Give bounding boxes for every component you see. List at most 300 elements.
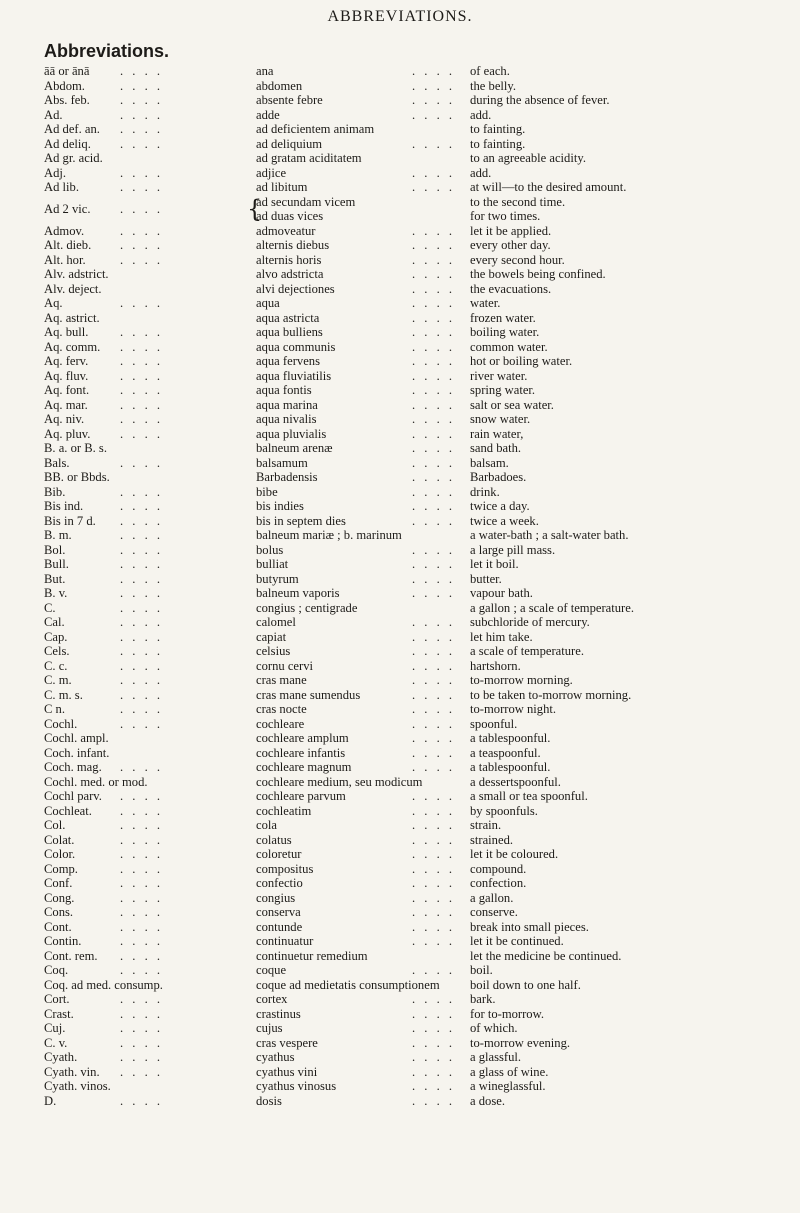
leader-dots: . . . .: [412, 1079, 456, 1093]
entry-latin: ana: [256, 64, 274, 78]
entry-row: [44, 731, 784, 746]
entry-abbreviation: D.: [44, 1093, 57, 1108]
entry-latin: Barbadensis: [256, 470, 318, 484]
entry-meaning: spoonful.: [470, 716, 518, 731]
entry-abbreviation: Cochl.: [44, 716, 78, 731]
entry-latin: capiat: [256, 629, 287, 644]
entry-abbreviation: Cels.: [44, 644, 70, 658]
entry-abbreviation: āā or ānā: [44, 64, 90, 78]
leader-dots: . . . .: [412, 586, 456, 600]
entry-meaning: at will—to the desired amount.: [470, 180, 627, 194]
entry-row: [44, 369, 784, 384]
entry-meaning: every second hour.: [470, 252, 565, 267]
entry-abbreviation: Alv. deject.: [44, 281, 102, 296]
entry-abbreviation: Aq. astrict.: [44, 310, 100, 325]
entry-row: [44, 238, 784, 253]
entry-latin: alternis horis: [256, 252, 322, 267]
entry-latin: aqua communis: [256, 339, 336, 354]
leader-dots: . . . .: [120, 615, 164, 629]
entry-meaning: common water.: [470, 339, 548, 354]
entry-abbreviation: Cont. rem.: [44, 948, 98, 963]
entry-latin: aqua: [256, 296, 280, 310]
entry-row: [44, 122, 784, 137]
entry-row: [44, 354, 784, 369]
leader-dots: . . . .: [412, 455, 456, 470]
entry-meaning: a wineglassful.: [470, 1079, 546, 1093]
leader-dots: . . . .: [120, 513, 164, 528]
leader-dots: . . . .: [412, 687, 456, 702]
leader-dots: . . . .: [412, 426, 456, 441]
entry-row: [44, 441, 784, 456]
entry-latin: aqua bulliens: [256, 325, 323, 339]
entry-row: [44, 949, 784, 964]
entry-meaning: strained.: [470, 832, 514, 847]
entry-row: [44, 557, 784, 572]
entry-meaning: snow water.: [470, 412, 531, 426]
entry-latin: aqua pluvialis: [256, 426, 327, 441]
entry-abbreviation: Cap.: [44, 629, 68, 644]
entry-latin: cyathus vinosus: [256, 1079, 337, 1093]
entry-row: [44, 615, 784, 630]
entry-abbreviation: Comp.: [44, 861, 78, 876]
leader-dots: . . . .: [412, 673, 456, 687]
entry-latin: bibe: [256, 484, 278, 499]
leader-dots: . . . .: [120, 238, 164, 252]
entry-meaning: a gallon.: [470, 890, 514, 905]
leader-dots: . . . .: [120, 847, 164, 861]
leader-dots: . . . .: [120, 1006, 164, 1021]
leader-dots: . . . .: [412, 499, 456, 513]
entry-latin: bulliat: [256, 557, 289, 571]
entry-row: [44, 427, 784, 442]
entry-row: [44, 224, 784, 239]
entry-latin: cras mane sumendus: [256, 687, 361, 702]
entry-row: [44, 963, 784, 978]
entry-row: [44, 325, 784, 340]
leader-dots: . . . .: [120, 803, 164, 818]
entry-meaning: every other day.: [470, 238, 551, 252]
leader-dots: . . . .: [120, 93, 164, 107]
running-head: ABBREVIATIONS.: [327, 8, 473, 25]
entry-row: [44, 1079, 784, 1094]
leader-dots: . . . .: [412, 296, 456, 310]
entry-abbreviation: Coch. infant.: [44, 745, 110, 760]
entry-latin: cochleare parvum: [256, 789, 346, 803]
leader-dots: . . . .: [412, 1021, 456, 1035]
entry-abbreviation: Alv. adstrict.: [44, 267, 109, 281]
leader-dots: . . . .: [412, 1035, 456, 1050]
entry-row: [44, 833, 784, 848]
entry-meaning: confection.: [470, 876, 527, 890]
entry-row: [44, 456, 784, 471]
entry-row: [44, 79, 784, 94]
leader-dots: . . . .: [120, 586, 164, 600]
entry-meaning: a tablespoonful.: [470, 731, 551, 745]
leader-dots: . . . .: [412, 397, 456, 412]
leader-dots: . . . .: [412, 832, 456, 847]
leader-dots: . . . .: [412, 383, 456, 397]
entry-abbreviation: C. m. s.: [44, 687, 83, 702]
entry-latin: cochleare medium, seu modicum: [256, 774, 423, 789]
entry-meaning: let the medicine be continued.: [470, 948, 622, 963]
entry-meaning: hartshorn.: [470, 658, 521, 673]
entry-meaning: to-morrow evening.: [470, 1035, 571, 1050]
leader-dots: . . . .: [120, 948, 164, 963]
leader-dots: . . . .: [412, 818, 456, 832]
entry-meaning: salt or sea water.: [470, 397, 554, 412]
leader-dots: . . . .: [120, 122, 164, 136]
entry-meaning: to-morrow night.: [470, 702, 557, 716]
leader-dots: . . . .: [412, 847, 456, 861]
leader-dots: . . . .: [412, 513, 456, 528]
entry-row: [44, 166, 784, 181]
entry-row: [44, 659, 784, 674]
entry-latin: aqua astricta: [256, 310, 320, 325]
leader-dots: . . . .: [120, 716, 164, 731]
entry-abbreviation: Admov.: [44, 223, 85, 238]
entry-abbreviation: Adj.: [44, 165, 67, 180]
entry-abbreviation: Cyath.: [44, 1050, 78, 1064]
entry-abbreviation: B. v.: [44, 586, 68, 600]
entry-latin: balsamum: [256, 455, 308, 470]
entry-latin: adde: [256, 107, 280, 122]
entry-row: [44, 543, 784, 558]
leader-dots: . . . .: [412, 876, 456, 890]
leader-dots: . . . .: [412, 180, 456, 194]
entry-row: [44, 253, 784, 268]
entry-row: [44, 717, 784, 732]
entry-row: [44, 412, 784, 427]
leader-dots: . . . .: [412, 78, 456, 93]
leader-dots: . . . .: [412, 919, 456, 934]
entry-abbreviation: Cal.: [44, 615, 65, 629]
leader-dots: . . . .: [120, 992, 164, 1006]
leader-dots: . . . .: [120, 1050, 164, 1064]
entry-meaning: for two times.: [470, 209, 541, 223]
entry-latin: coque: [256, 963, 287, 977]
entry-meaning: rain water,: [470, 426, 524, 441]
entry-row: [44, 340, 784, 355]
entry-abbreviation: Ad deliq.: [44, 136, 91, 151]
entry-abbreviation: Colat.: [44, 832, 75, 847]
entry-latin: cortex: [256, 992, 288, 1006]
entry-row: [44, 688, 784, 703]
leader-dots: . . . .: [120, 165, 164, 180]
entry-row: [44, 1036, 784, 1051]
leader-dots: . . . .: [412, 354, 456, 368]
entry-abbreviation: Cochl. med. or mod.: [44, 774, 148, 789]
leader-dots: . . . .: [120, 919, 164, 934]
entry-row: [44, 311, 784, 326]
leader-dots: . . . .: [120, 201, 164, 216]
entry-row: [44, 702, 784, 717]
entry-row: [44, 789, 784, 804]
entry-meaning: to fainting.: [470, 136, 526, 151]
entry-abbreviation: Bol.: [44, 542, 66, 557]
leader-dots: . . . .: [120, 702, 164, 716]
entry-meaning: a tablespoonful.: [470, 760, 551, 774]
leader-dots: . . . .: [412, 267, 456, 281]
entry-meaning: drink.: [470, 484, 500, 499]
entry-row: [44, 398, 784, 413]
entry-meaning: sand bath.: [470, 441, 522, 455]
entry-abbreviation: C. v.: [44, 1035, 68, 1050]
entry-meaning: to an agreeable acidity.: [470, 151, 586, 165]
leader-dots: . . . .: [120, 354, 164, 368]
entry-meaning: let it boil.: [470, 557, 519, 571]
leader-dots: . . . .: [412, 702, 456, 716]
entry-abbreviation: Ad 2 vic.: [44, 201, 91, 216]
entry-abbreviation: Cont.: [44, 919, 72, 934]
entry-latin: balneum vaporis: [256, 586, 340, 600]
entry-latin: cola: [256, 818, 277, 832]
entry-abbreviation: Coq.: [44, 963, 69, 977]
entry-row: [44, 746, 784, 761]
entry-row: [44, 137, 784, 152]
leader-dots: . . . .: [120, 136, 164, 151]
entry-latin: ad libitum: [256, 180, 308, 194]
entry-meaning: bark.: [470, 992, 496, 1006]
leader-dots: . . . .: [412, 64, 456, 78]
leader-dots: . . . .: [412, 368, 456, 383]
leader-dots: . . . .: [120, 296, 164, 310]
entry-abbreviation: C.: [44, 600, 56, 615]
entry-latin: contunde: [256, 919, 303, 934]
entry-row: [44, 992, 784, 1007]
leader-dots: . . . .: [412, 1093, 456, 1108]
entry-latin: cras mane: [256, 673, 307, 687]
entry-meaning: a teaspoonful.: [470, 745, 541, 760]
entry-meaning: of which.: [470, 1021, 518, 1035]
entry-abbreviation: Aq.: [44, 296, 63, 310]
entry-abbreviation: Aq. comm.: [44, 339, 101, 354]
entry-latin: bolus: [256, 542, 284, 557]
leader-dots: . . . .: [412, 1006, 456, 1021]
entry-abbreviation: Cort.: [44, 992, 70, 1006]
entry-abbreviation: B. a. or B. s.: [44, 441, 107, 455]
entry-meaning: during the absence of fever.: [470, 93, 610, 107]
leader-dots: . . . .: [412, 571, 456, 586]
entry-row: [44, 630, 784, 645]
entry-latin: cochleare magnum: [256, 760, 352, 774]
leader-dots: . . . .: [120, 528, 164, 542]
entry-latin: compositus: [256, 861, 314, 876]
leader-dots: . . . .: [120, 629, 164, 644]
leader-dots: . . . .: [412, 238, 456, 252]
entry-latin: aqua marina: [256, 397, 318, 412]
entry-abbreviation: C n.: [44, 702, 65, 716]
entry-abbreviation: Color.: [44, 847, 76, 861]
entry-meaning: boiling water.: [470, 325, 540, 339]
entry-latin: coloretur: [256, 847, 302, 861]
entry-latin: congius ; centigrade: [256, 600, 358, 615]
entry-meaning: to fainting.: [470, 122, 526, 136]
entry-latin: abdomen: [256, 78, 303, 93]
entry-meaning: a gallon ; a scale of temperature.: [470, 600, 634, 615]
leader-dots: . . . .: [120, 397, 164, 412]
entry-meaning: to be taken to-morrow morning.: [470, 687, 632, 702]
entry-latin: cochleare: [256, 716, 305, 731]
entry-latin: aqua fontis: [256, 383, 312, 397]
entry-row: [44, 93, 784, 108]
leader-dots: . . . .: [120, 1035, 164, 1050]
leader-dots: . . . .: [120, 963, 164, 977]
entry-abbreviation: Ad.: [44, 107, 63, 122]
entry-row: [44, 282, 784, 297]
entry-meaning: let him take.: [470, 629, 533, 644]
entry-latin: cras nocte: [256, 702, 307, 716]
leader-dots: . . . .: [120, 412, 164, 426]
entry-meaning: the belly.: [470, 78, 517, 93]
leader-dots: . . . .: [412, 325, 456, 339]
entry-latin: calomel: [256, 615, 296, 629]
entry-abbreviation: Coch. mag.: [44, 760, 102, 774]
leader-dots: . . . .: [120, 673, 164, 687]
leader-dots: . . . .: [412, 412, 456, 426]
leader-dots: . . . .: [120, 571, 164, 586]
leader-dots: . . . .: [412, 803, 456, 818]
entry-row: [44, 978, 784, 993]
leader-dots: . . . .: [412, 615, 456, 629]
entry-meaning: a glassful.: [470, 1050, 522, 1064]
brace-mark: {: [247, 194, 263, 223]
entry-row: [44, 499, 784, 514]
entry-meaning: a scale of temperature.: [470, 644, 584, 658]
entry-row: [44, 934, 784, 949]
entry-row: [44, 775, 784, 790]
entry-row: [44, 383, 784, 398]
entry-row: [44, 818, 784, 833]
entry-abbreviation: Bib.: [44, 484, 66, 499]
leader-dots: . . . .: [412, 542, 456, 557]
leader-dots: . . . .: [412, 484, 456, 499]
entry-latin: conserva: [256, 905, 301, 919]
leader-dots: . . . .: [412, 861, 456, 876]
entry-meaning: let it be continued.: [470, 934, 564, 948]
entry-abbreviation: Aq. bull.: [44, 325, 89, 339]
leader-dots: . . . .: [412, 281, 456, 296]
entry-abbreviation: Contin.: [44, 934, 82, 948]
entry-row: [44, 586, 784, 601]
leader-dots: . . . .: [412, 745, 456, 760]
entry-abbreviation: But.: [44, 571, 66, 586]
entry-meaning: a small or tea spoonful.: [470, 789, 588, 803]
entry-row: [44, 514, 784, 529]
entry-latin: bis indies: [256, 499, 304, 513]
leader-dots: . . . .: [120, 861, 164, 876]
entry-meaning: let it be coloured.: [470, 847, 559, 861]
entry-row: [44, 485, 784, 500]
entry-meaning: break into small pieces.: [470, 919, 589, 934]
entry-abbreviation: Cyath. vinos.: [44, 1079, 111, 1093]
entry-abbreviation: C. c.: [44, 658, 68, 673]
entry-latin: celsius: [256, 644, 291, 658]
entry-abbreviation: Abs. feb.: [44, 93, 90, 107]
entry-latin: balneum arenæ: [256, 441, 333, 455]
entry-meaning: boil down to one half.: [470, 977, 581, 992]
entry-row: [44, 920, 784, 935]
leader-dots: . . . .: [412, 252, 456, 267]
entry-row: [44, 108, 784, 123]
leader-dots: . . . .: [412, 760, 456, 774]
entry-meaning: strain.: [470, 818, 502, 832]
entry-abbreviation: Aq. font.: [44, 383, 90, 397]
entry-meaning: twice a day.: [470, 499, 530, 513]
entry-latin: balneum mariæ ; b. marinum: [256, 528, 402, 542]
entry-latin: butyrum: [256, 571, 299, 586]
leader-dots: . . . .: [412, 658, 456, 673]
entry-row: [44, 296, 784, 311]
entry-abbreviation: Abdom.: [44, 78, 85, 93]
entry-row: [44, 1065, 784, 1080]
entry-latin: aqua nivalis: [256, 412, 317, 426]
leader-dots: . . . .: [120, 542, 164, 557]
entry-latin: cornu cervi: [256, 658, 313, 673]
entry-row: [44, 1007, 784, 1022]
entry-meaning: of each.: [470, 64, 510, 78]
leader-dots: . . . .: [412, 1064, 456, 1079]
leader-dots: . . . .: [412, 470, 456, 484]
leader-dots: . . . .: [412, 890, 456, 905]
entry-abbreviation: Col.: [44, 818, 66, 832]
entry-meaning: to the second time.: [470, 194, 566, 209]
entry-latin: cujus: [256, 1021, 283, 1035]
entry-abbreviation: Cong.: [44, 890, 75, 905]
entry-abbreviation: Ad def. an.: [44, 122, 100, 136]
entry-latin: coque ad medietatis consumptionem: [256, 977, 440, 992]
leader-dots: . . . .: [120, 905, 164, 919]
leader-dots: . . . .: [412, 934, 456, 948]
entry-latin: crastinus: [256, 1006, 301, 1021]
entry-latin: admoveatur: [256, 223, 316, 238]
entry-row: [44, 760, 784, 775]
entry-abbreviation: Bals.: [44, 455, 70, 470]
entry-abbreviation: Crast.: [44, 1006, 74, 1021]
entry-meaning: subchloride of mercury.: [470, 615, 590, 629]
entry-abbreviation: Cyath. vin.: [44, 1064, 100, 1079]
leader-dots: . . . .: [120, 876, 164, 890]
leader-dots: . . . .: [120, 339, 164, 354]
entry-meaning: add.: [470, 165, 492, 180]
entry-meaning: add.: [470, 107, 492, 122]
entry-meaning: butter.: [470, 571, 502, 586]
entry-abbreviation: B. m.: [44, 528, 72, 542]
entry-row: [44, 804, 784, 819]
leader-dots: . . . .: [120, 658, 164, 673]
leader-dots: . . . .: [120, 818, 164, 832]
entry-abbreviation: BB. or Bbds.: [44, 470, 110, 484]
leader-dots: . . . .: [120, 78, 164, 93]
leader-dots: . . . .: [120, 455, 164, 470]
leader-dots: . . . .: [120, 1064, 164, 1079]
entry-latin: continuatur: [256, 934, 314, 948]
leader-dots: . . . .: [120, 64, 164, 78]
entry-abbreviation: Cochl parv.: [44, 789, 102, 803]
entry-meaning: a dose.: [470, 1093, 505, 1108]
entry-latin: alvi dejectiones: [256, 281, 335, 296]
entry-row: [44, 1094, 784, 1109]
entry-row: [44, 64, 784, 79]
entry-abbreviation: Bis in 7 d.: [44, 513, 96, 528]
leader-dots: . . . .: [120, 832, 164, 847]
entry-meaning: twice a week.: [470, 513, 539, 528]
entry-meaning: a dessertspoonful.: [470, 774, 561, 789]
entry-meaning: the evacuations.: [470, 281, 552, 296]
entry-row: [44, 470, 784, 485]
leader-dots: . . . .: [412, 310, 456, 325]
entry-row: [44, 644, 784, 659]
entry-meaning: to-morrow morning.: [470, 673, 573, 687]
